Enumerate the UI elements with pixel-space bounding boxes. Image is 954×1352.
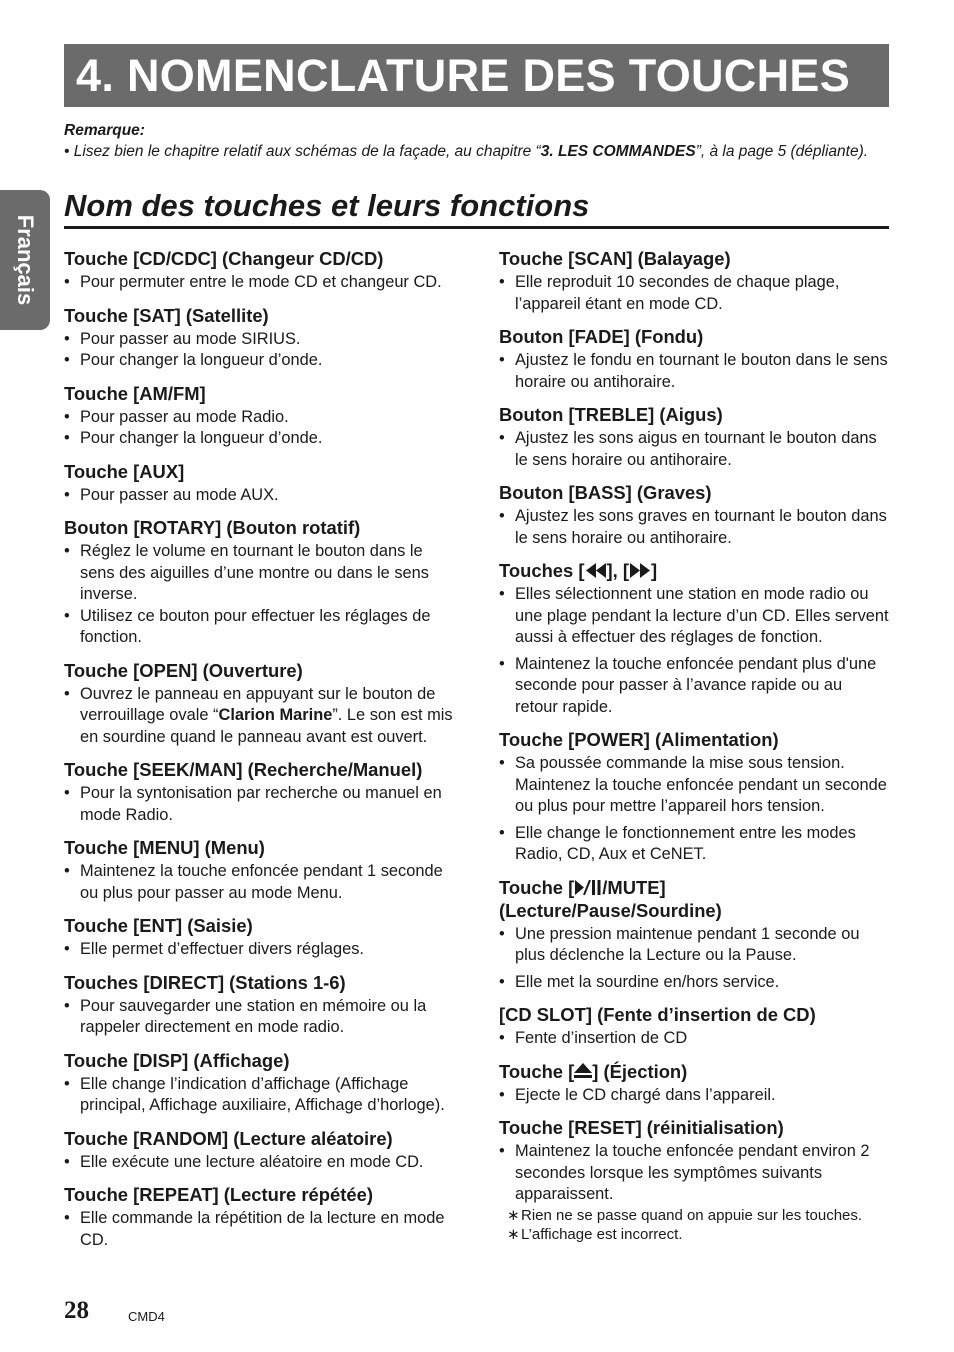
- entry-aux: [64, 460, 456, 507]
- entry-fade: [499, 325, 889, 393]
- list-item: • Réglez le volume en tournant le bouton dans le sens des aiguilles d’une montre ou dans le sens inverse.: [64, 541, 456, 606]
- entry-heading: Touche [OPEN] (Ouverture): [64, 659, 303, 681]
- eject-icon: [574, 1063, 592, 1079]
- entry-play-pause-mute: [499, 876, 889, 994]
- note-item: ∗ L’affichage est incorrect.: [499, 1225, 889, 1245]
- page-number: 28: [64, 1297, 89, 1324]
- list-item: • Elle met la sourdine en/hors service.: [499, 972, 889, 994]
- list-item: • Elle change l’indication d’affichage (Affichage principal, Affichage auxiliaire, Affichage d’horloge).: [64, 1074, 456, 1117]
- brand-name: Clarion Marine: [218, 706, 333, 724]
- list-item: • Pour passer au mode AUX.: [64, 485, 456, 507]
- language-tab: [0, 190, 50, 330]
- list-item: • Pour sauvegarder une station en mémoire ou la rappeler directement en mode radio.: [64, 996, 456, 1039]
- list-item: • Ajustez les sons aigus en tournant le bouton dans le sens horaire ou antihoraire.: [499, 428, 889, 471]
- list-item: • Pour changer la longueur d’onde.: [64, 350, 456, 372]
- chapter-title: NOMENCLATURE DES TOUCHES: [126, 50, 851, 101]
- list-item: • Elle change le fonctionnement entre les modes Radio, CD, Aux et CeNET.: [499, 823, 889, 866]
- left-column: [64, 247, 456, 1261]
- note-item: ∗ Rien ne se passe quand on appuie sur les touches.: [499, 1206, 889, 1226]
- list-item: • Elles sélectionnent une station en mode radio ou une plage pendant la lecture d’un CD. Elles servent aussi à effectuer des réglages de fonction.: [499, 584, 889, 649]
- entry-heading: Bouton [BASS] (Graves): [499, 482, 712, 503]
- list-item: • Sa poussée commande la mise sous tension. Maintenez la touche enfoncée pendant un seconde ou plus pour mettre l’appareil hors tension.: [499, 753, 889, 818]
- entry-menu: [64, 836, 456, 904]
- right-column: [499, 247, 889, 1255]
- entry-heading: Touches [ ], [ ]: [499, 560, 658, 581]
- model-code: CMD4: [128, 1309, 165, 1324]
- entry-seek-man: [64, 758, 456, 826]
- list-item: • Utilisez ce bouton pour effectuer les réglages de fonction.: [64, 606, 456, 649]
- list-item: • Maintenez la touche enfoncée pendant plus d'une seconde pour passer à l’avance rapide ou au retour rapide.: [499, 654, 889, 719]
- list-item: • Ajustez le fondu en tournant le bouton dans le sens horaire ou antihoraire.: [499, 350, 889, 393]
- rewind-icon: [585, 563, 607, 578]
- list-item: • Pour changer la longueur d’onde.: [64, 428, 456, 450]
- remark-title: Remarque:: [64, 122, 145, 139]
- entry-power: [499, 728, 889, 866]
- entry-cd-cdc: [64, 247, 456, 294]
- list-item: • Elle commande la répétition de la lecture en mode CD.: [64, 1208, 456, 1251]
- entry-direct: [64, 971, 456, 1039]
- entry-heading: Touche [RANDOM] (Lecture aléatoire): [64, 1127, 393, 1149]
- chapter-number: 4.: [76, 50, 115, 101]
- remark-text: • Lisez bien le chapitre relatif aux schémas de la façade, au chapitre “3. LES COMMANDES”, à la page 5 (dépliante).: [64, 143, 869, 160]
- list-item: • Maintenez la touche enfoncée pendant environ 2 secondes lorsque les symptômes suivants apparaissent.: [499, 1141, 889, 1206]
- list-item: • Elle reproduit 10 secondes de chaque plage, l’appareil étant en mode CD.: [499, 272, 889, 315]
- entry-heading: Touche [CD/CDC] (Changeur CD/CD): [64, 248, 384, 269]
- entry-heading: Touche [SEEK/MAN] (Recherche/Manuel): [64, 759, 423, 780]
- fast-forward-icon: [629, 563, 651, 578]
- entry-rotary: [64, 516, 456, 649]
- entry-heading: Touche [SAT] (Satellite): [64, 304, 269, 326]
- entry-heading: Touche [DISP] (Affichage): [64, 1049, 290, 1071]
- list-item: • Ajustez les sons graves en tournant le bouton dans le sens horaire ou antihoraire.: [499, 506, 889, 549]
- entry-heading: Bouton [TREBLE] (Aigus): [499, 404, 723, 425]
- entry-am-fm: [64, 382, 456, 450]
- entry-heading: Touche [REPEAT] (Lecture répétée): [64, 1184, 373, 1205]
- list-item: • Pour permuter entre le mode CD et changeur CD.: [64, 272, 456, 294]
- remark-chapter-ref: 3. LES COMMANDES: [540, 143, 696, 160]
- entry-scan: [499, 247, 889, 315]
- language-tab-label: Français: [13, 214, 38, 306]
- entry-heading: Touche [POWER] (Alimentation): [499, 729, 779, 750]
- entry-disp: [64, 1049, 456, 1117]
- entry-heading: Touche [RESET] (réinitialisation): [499, 1117, 784, 1138]
- list-item: • Une pression maintenue pendant 1 seconde ou plus déclenche la Lecture ou la Pause.: [499, 924, 889, 967]
- list-item: • Ouvrez le panneau en appuyant sur le bouton de verrouillage ovale “Clarion Marine”. Le son est mis en sourdine quand le panneau avant est ouvert.: [64, 684, 456, 749]
- entry-cd-slot: [499, 1003, 889, 1050]
- entry-heading: Touches [DIRECT] (Stations 1-6): [64, 971, 346, 993]
- entry-heading: [CD SLOT] (Fente d’insertion de CD): [499, 1004, 816, 1025]
- entry-heading: Bouton [FADE] (Fondu): [499, 326, 704, 347]
- list-item: • Pour passer au mode Radio.: [64, 407, 456, 429]
- list-item: • Pour la syntonisation par recherche ou manuel en mode Radio.: [64, 783, 456, 826]
- entry-heading: Touche [SCAN] (Balayage): [499, 248, 731, 269]
- list-item: • Ejecte le CD chargé dans l’appareil.: [499, 1085, 889, 1107]
- entry-heading: Touche [AM/FM]: [64, 382, 206, 404]
- entry-repeat: [64, 1183, 456, 1251]
- play-pause-icon: [574, 880, 602, 895]
- entry-heading: Touche [MENU] (Menu): [64, 837, 265, 858]
- entry-reset: [499, 1116, 889, 1245]
- entry-eject: [499, 1060, 889, 1107]
- chapter-banner: [64, 44, 889, 107]
- entry-sat: [64, 304, 456, 372]
- list-item: • Elle permet d’effectuer divers réglages.: [64, 939, 456, 961]
- entry-heading: Touche [AUX]: [64, 460, 185, 482]
- entry-heading: Bouton [ROTARY] (Bouton rotatif): [64, 517, 361, 538]
- symptom-notes: [499, 1206, 889, 1245]
- entry-treble: [499, 403, 889, 471]
- remark-note: [64, 121, 889, 162]
- entry-heading: Touche [ ] (Éjection): [499, 1060, 688, 1082]
- list-item: • Elle exécute une lecture aléatoire en mode CD.: [64, 1152, 456, 1174]
- entry-random: [64, 1127, 456, 1174]
- entry-heading: Touche [ /MUTE] (Lecture/Pause/Sourdine): [499, 876, 722, 921]
- entry-open: [64, 659, 456, 749]
- entry-heading: Touche [ENT] (Saisie): [64, 915, 253, 936]
- entry-skip-buttons: [499, 559, 889, 718]
- list-item: • Maintenez la touche enfoncée pendant 1 seconde ou plus pour passer au mode Menu.: [64, 861, 456, 904]
- entry-ent: [64, 914, 456, 961]
- entry-bass: [499, 481, 889, 549]
- list-item: • Pour passer au mode SIRIUS.: [64, 329, 456, 351]
- list-item: • Fente d’insertion de CD: [499, 1028, 889, 1050]
- section-title: Nom des touches et leurs fonctions: [64, 187, 889, 229]
